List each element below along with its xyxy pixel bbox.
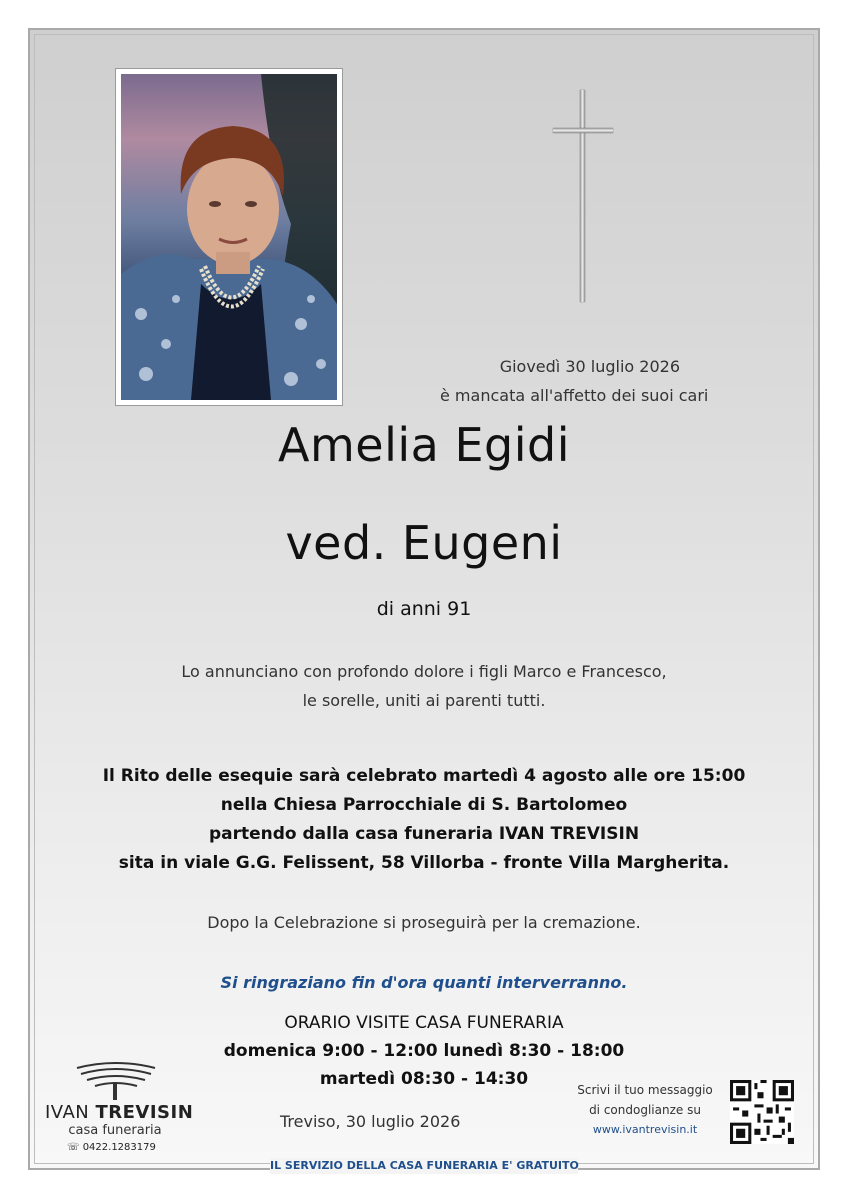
portrait-image bbox=[121, 74, 337, 400]
deceased-age: di anni 91 bbox=[376, 598, 472, 620]
visits-hours: domenica 9:00 - 12:00 lunedì 8:30 - 18:00 bbox=[223, 1041, 625, 1061]
place-date: Treviso, 30 luglio 2026 bbox=[280, 1112, 461, 1131]
company-name: IVAN TREVISIN bbox=[45, 1102, 194, 1123]
condolence-message: Scrivi il tuo messaggio di condoglianze su www.ivantrevisin.it bbox=[570, 1080, 720, 1140]
thanks-note: Si ringraziano fin d'ora quanti interverranno. bbox=[220, 973, 628, 992]
visits-title: ORARIO VISITE CASA FUNERARIA bbox=[284, 1013, 564, 1033]
footer-note: IL SERVIZIO DELLA CASA FUNERARIA E' GRATUITO bbox=[270, 1159, 579, 1172]
announcement-line: Lo annunciano con profondo dolore i figli Marco e Francesco, bbox=[181, 662, 667, 681]
rite-line: Il Rito delle esequie sarà celebrato martedì 4 agosto alle ore 15:00 bbox=[102, 766, 746, 786]
deceased-married-name: ved. Eugeni bbox=[285, 516, 563, 570]
phone-icon: ☏ bbox=[67, 1142, 83, 1153]
qr-code-icon[interactable] bbox=[730, 1080, 794, 1144]
portrait-photo bbox=[115, 68, 343, 406]
announcement-line: le sorelle, uniti ai parenti tutti. bbox=[302, 691, 546, 710]
death-date: Giovedì 30 luglio 2026 bbox=[499, 357, 680, 376]
website-link[interactable]: www.ivantrevisin.it bbox=[592, 1123, 698, 1136]
cremation-note: Dopo la Celebrazione si proseguirà per la cremazione. bbox=[207, 913, 641, 932]
rite-line: sita in viale G.G. Felissent, 58 Villorba - fronte Villa Margherita. bbox=[118, 853, 730, 873]
company-phone: ☏ 0422.1283179 bbox=[67, 1142, 156, 1153]
rite-line: partendo dalla casa funeraria IVAN TREVISIN bbox=[208, 824, 640, 844]
cross-icon bbox=[553, 90, 613, 302]
tree-logo-icon bbox=[45, 1060, 185, 1104]
rite-line: nella Chiesa Parrocchiale di S. Bartolomeo bbox=[220, 795, 628, 815]
deceased-name: Amelia Egidi bbox=[278, 418, 570, 472]
company-logo bbox=[45, 1060, 194, 1160]
company-subtitle: casa funeraria bbox=[68, 1123, 162, 1138]
passing-text: è mancata all'affetto dei suoi cari bbox=[440, 386, 709, 405]
visits-hours: martedì 08:30 - 14:30 bbox=[319, 1069, 529, 1089]
